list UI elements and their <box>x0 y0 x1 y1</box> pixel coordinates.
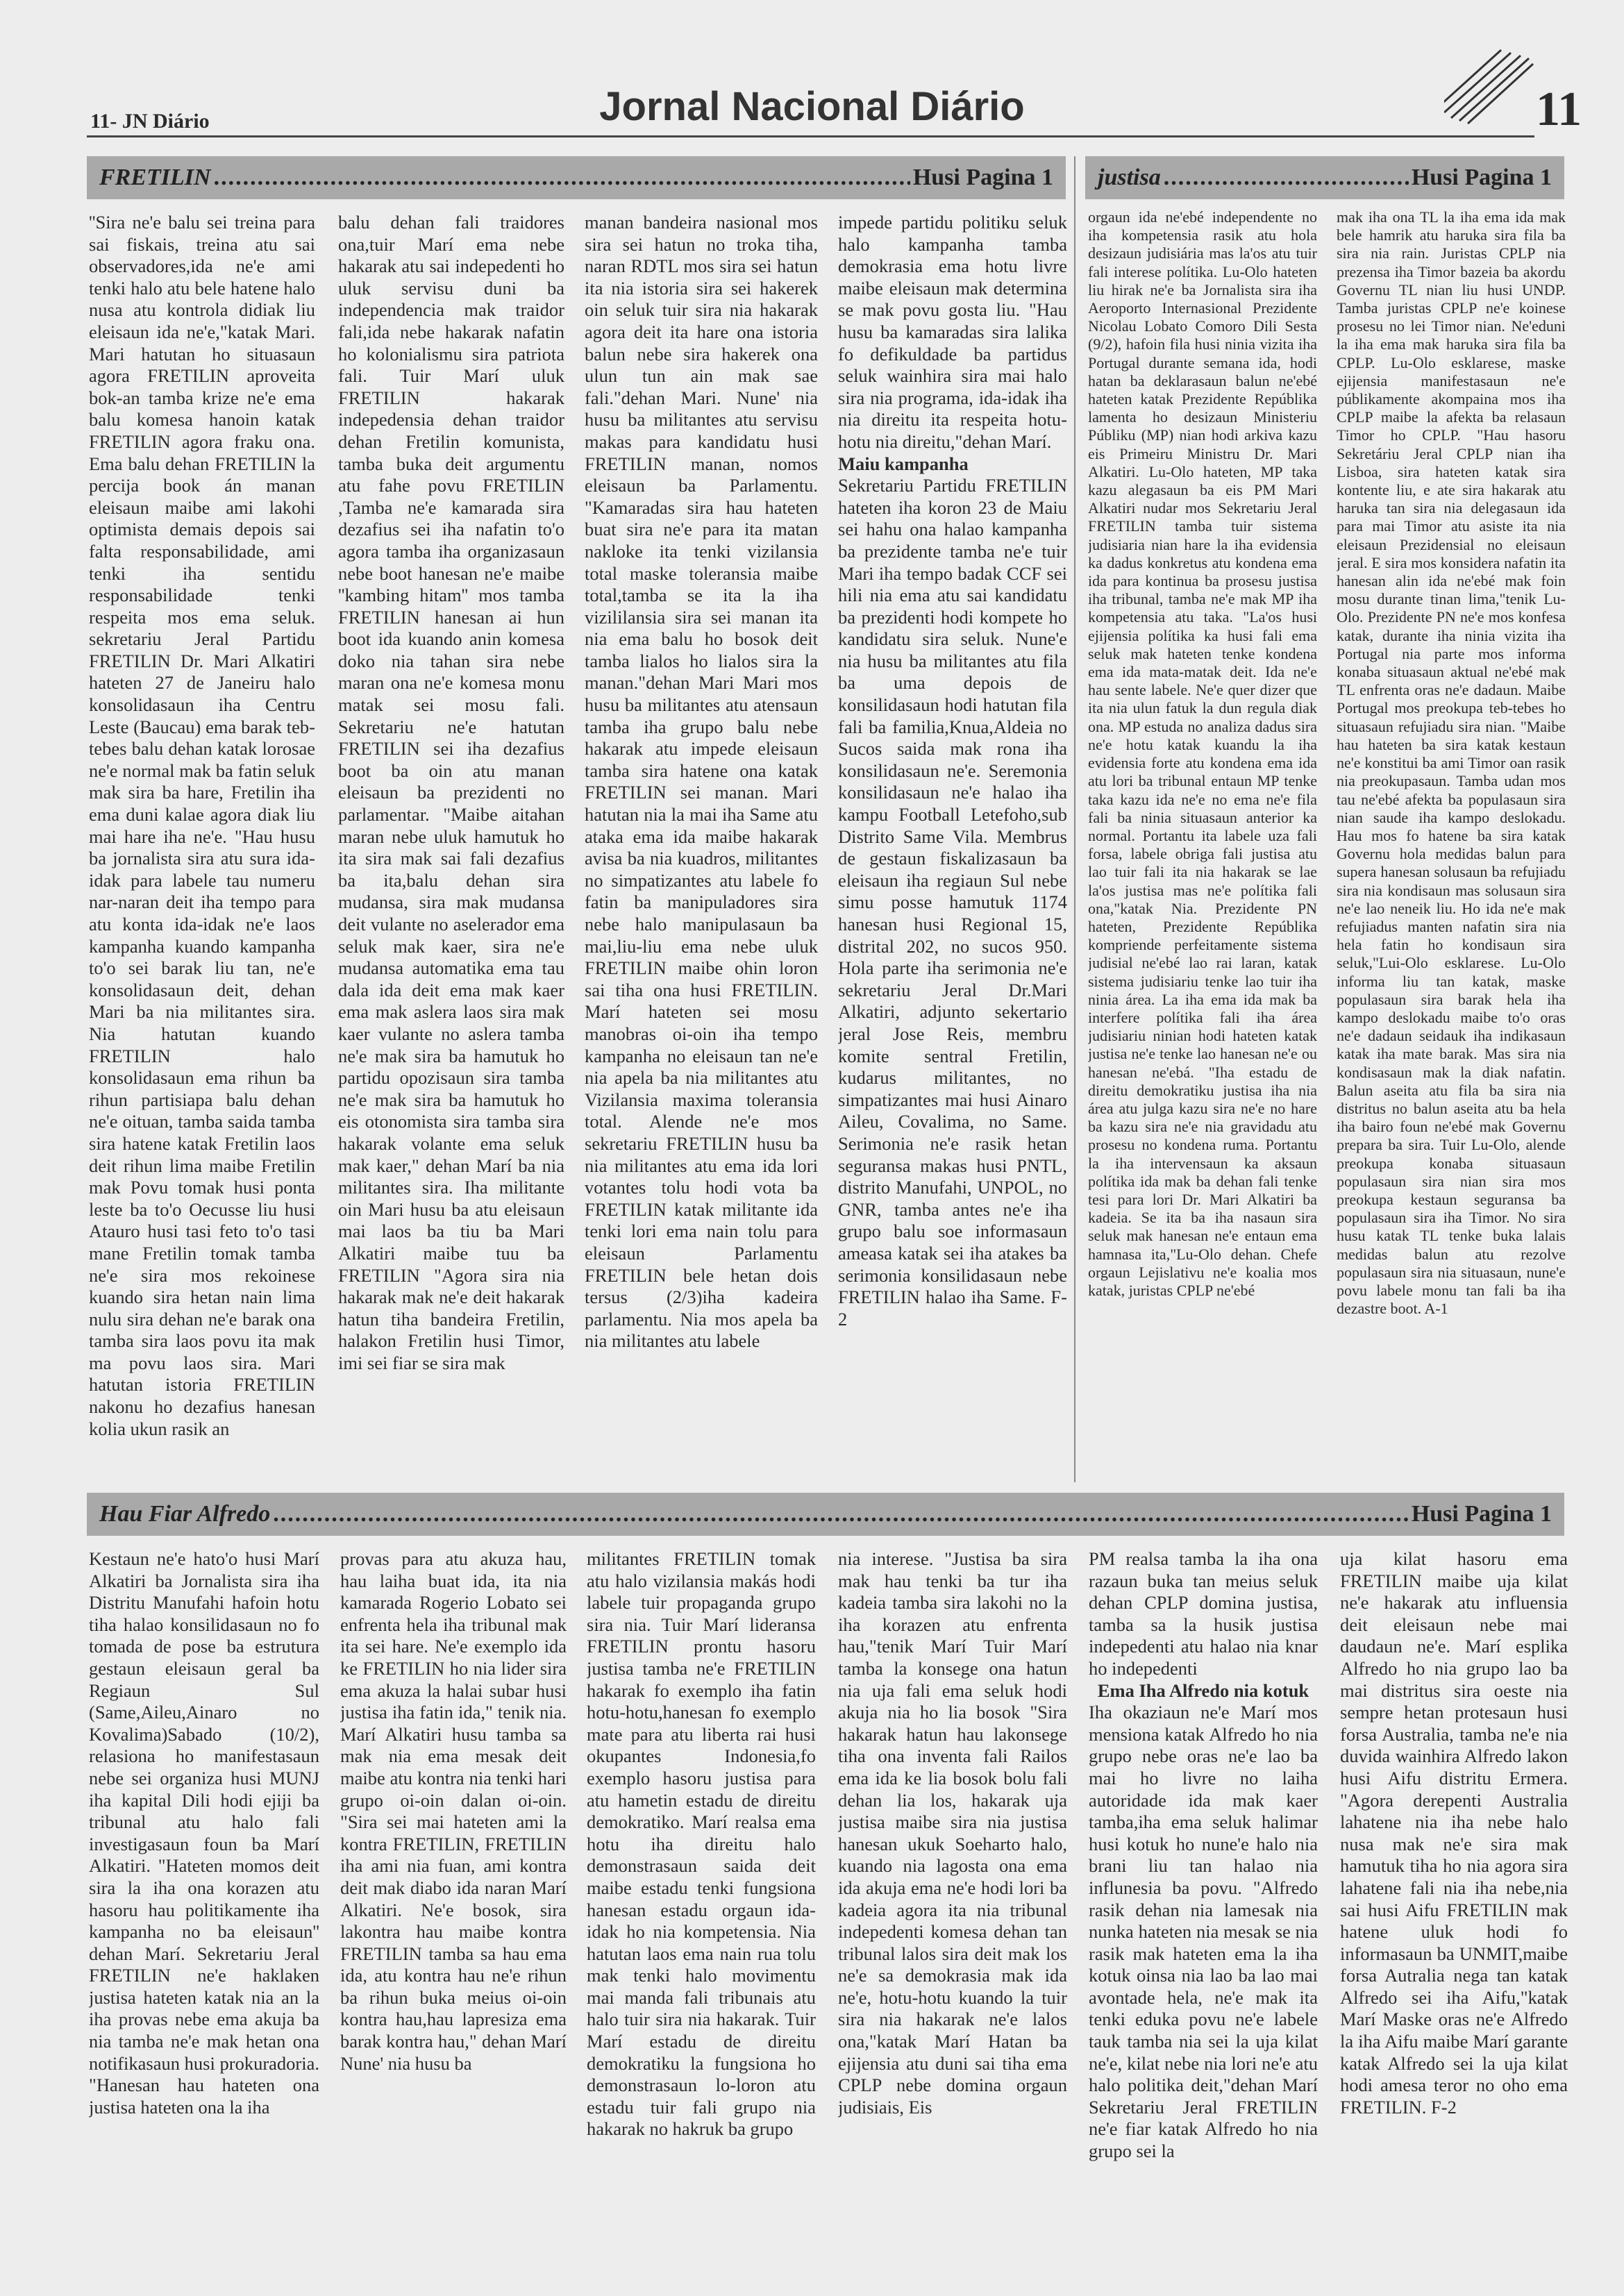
alfredo-column-1: Kestaun ne'e hato'o husi Marí Alkatiri ba Jornalista sira iha Distritu Manufahi hafoin hotu tiha halao konsilidasaun no fo tomada de pose ba estrutura gestaun eleisaun geral ba Regiaun Sul (Same,Aileu,Ainaro no Kovalima)Sabado (10/2), relasiona ho manifestasaun nebe sei organiza husi MUNJ iha kapital Dili hodi ejiji ba tribunal atu halo fali investigasaun foun ba Marí Alkatiri. "Hateten momos deit sira la iha ona korazen atu hasoru hau politikamente iha kampanha no ba eleisaun'' dehan Marí. Sekretariu Jeral FRETILIN ne'e haklaken justisa hateten katak nia an la iha provas nebe ema akuja ba nia tamba ne'e mak hetan ona notifikasaun husi prokuradoria. "Hanesan hau hateten ona justisa hateten ona la iha <box>89 1548 319 2118</box>
alfredo-column-6: uja kilat hasoru ema FRETILIN maibe uja kilat ne'e hakarak atu influensia deit eleisaun nebe mai daudaun ne'e. Marí esplika Alfredo ho nia grupo lao ba mai distritus sira oeste nia sempre hetan protesaun husi forsa Australia, tamba ne'e nia duvida wainhira Alfredo lakon husi Aifu distritu Ermera. "Agora derepenti Australia lahatene nia iha nebe halo nusa mak ne'e sira mak hamutuk tiha ho nia agora sira lahatene fali nia iha nebe,nia sai husi Aifu FRETILIN mak hatene uluk hodi fo informasaun ba UNMIT,maibe forsa Autralia nega tan katak Alfredo sei iha Aifu,"katak Marí Maske oras ne'e Alfredo la iha Aifu maibe Marí garante katak Alfredo sei la uja kilat hodi amesa teror no oho ema FRETILIN. F-2 <box>1340 1548 1568 2118</box>
section-bar-fretilin <box>87 156 1066 199</box>
fretilin-column-2: balu dehan fali traidores ona,tuir Marí ema nebe hakarak atu sai indepedenti ho uluk servisu duni ba independencia mak traidor fali,ida nebe hakarak nafatin ho kolonialismu sira patriota fali. Tuir Marí uluk FRETILIN hakarak indepedensia dehan traidor dehan Fretilin komunista, tamba buka deit argumentu atu fahe povu FRETILIN ,Tamba ne'e kamarada sira dezafius sei iha nafatin to'o agora tamba iha organizasaun nebe boot hanesan ne'e maibe ''kambing hitam'' mos tamba FRETILIN hanesan ai hun boot ida kuando anin komesa doko nia tahan sira nebe maran ona ne'e komesa monu matak sei mosu fali. Sekretariu ne'e hatutan FRETILIN sei iha dezafius boot ba oin atu manan eleisaun ba prezidenti no parlamentar. "Maibe aitahan maran nebe uluk hamutuk ho ita sira mak sai fali dezafius ba ita,balu dehan sira mudansa, sira mak mudansa deit vulante no aselerador ema seluk mak kaer, sira ne'e mudansa automatika ema tau dala ida deit ema mak kaer ema mak aslera laos sira mak kaer vulante no aslera tamba ne'e mak sira ba hamutuk ho partidu opozisaun sira tamba ne'e mak sira ba hamutuk ho eis otonomista sira tamba sira hakarak volante ema seluk mak kaer," dehan Marí ba nia militantes sira. Iha militante oin Mari husu ba atu eleisaun mai laos ba tiu ba Mari Alkatiri maibe tuu ba FRETILIN "Agora sira nia hakarak mak ne'e deit hakarak hatun tiha bandeira Fretilin, halakon Fretilin husi Timor, imi sei fiar se sira mak <box>338 212 564 1373</box>
section-bar-justisa <box>1085 156 1564 199</box>
alfredo-column-3: militantes FRETILIN tomak atu halo vizilansia makás hodi labele tuir propaganda grupo sira nia. Tuir Marí lideransa FRETILIN prontu hasoru justisa tamba ne'e FRETILIN hakarak fo exemplo iha fatin hotu-hotu,hanesan fo exemplo mate para atu liberta rai husi okupantes Indonesia,fo exemplo hasoru justisa para atu hametin estadu de direitu demokratiko. Marí realsa ema hotu iha direitu halo demonstrasaun saida deit maibe estadu tenki fungsiona hanesan estadu orgaun ida-idak ho nia kompetensia. Nia hatutan laos ema nain rua tolu mak tenki halo movimentu mai manda fali tribunais atu halo tuir sira nia hakarak. Tuir Marí estadu de direitu demokratiku la fungsiona ho demonstrasaun lo-loron atu estadu tuir fali grupo nia hakarak no hakruk ba grupo <box>587 1548 816 2140</box>
page-number-right: 11 <box>1536 83 1582 136</box>
fretilin-column-1: ''Sira ne'e balu sei treina para sai fiskais, treina atu sai observadores,ida ne'e ami tenki halo atu bele hatene halo nusa atu kontrola didiak liu eleisaun ida ne'e,"katak Mari. Mari hatutan ho situasaun agora FRETILIN aproveita bok-an tamba krize ne'e ema balu komesa hanoin katak FRETILIN agora fraku ona. Ema balu dehan FRETILIN la percija book án manan eleisaun maibe ami lakohi optimista demais depois sai falta responsabilidade, ami tenki iha sentidu responsabilidade tenki respeita mos ema seluk. sekretariu Jeral Partidu FRETILIN Dr. Mari Alkatiri hateten 27 de Janeiru halo konsolidasaun iha Centru Leste (Baucau) ema barak teb-tebes balu dehan katak lorosae ne'e normal mak ba fatin seluk mak sira ba hare, Fretilin iha ema duni kalae agora diak liu mai hare iha ne'e. "Hau husu ba jornalista sira atu sura ida-idak para labele tau numeru nar-naran deit iha tempo para atu konta ida-idak ne'e laos kampanha kuando kampanha to'o sei barak liu tan, ne'e konsolidasaun deit, dehan Mari ba nia militantes sira. Nia hatutan kuando FRETILIN halo konsolidasaun ema rihun ba rihun partisiapa balu dehan ne'e oituan, tamba saida tamba sira hatene katak Fretilin laos deit rihun lima maibe Fretilin mak Povu tomak husi ponta leste ba to'o Oecusse liu husi Atauro husi tasi feto to'o tasi mane Fretilin tomak tamba ne'e sira mos rekoinese kuando sira hetan nain lima nulu sira dehan ne'e barak ona tamba sira laos povu ita mak ma povu laos sira. Mari hatutan istoria FRETILIN nakonu ho dezafius hanesan kolia ukun rasik an <box>89 212 315 1439</box>
hatch-logo-icon <box>1444 49 1534 125</box>
masthead-title: Jornal Nacional Diário <box>599 84 1025 129</box>
continued-from: Husi Pagina 1 <box>912 165 1053 190</box>
section-label: FRETILIN <box>99 165 211 190</box>
section-bar-alfredo <box>87 1493 1564 1536</box>
fretilin-column-3: manan bandeira nasional mos sira sei hatun no troka tiha, naran RDTL mos sira sei hatun ita nia istoria sira sei hakerek oin seluk tuir sira nia hakarak agora deit ita hare ona istoria balun nebe sira hakerek ona ulun tun ain mak sae fali."dehan Mari. Nune' nia husu ba militantes atu servisu makas para kandidatu husi FRETILIN manan, nomos eleisaun ba Parlamentu. "Kamaradas sira hau hateten buat sira ne'e para ita matan nakloke ita tenki vizilansia total maske toleransia maibe total,tamba se ita la iha vizililansia sira sei manan ita nia ema balu ho bosok deit tamba lialos ho lialos sira la manan."dehan Mari Mari mos husu ba militantes atu atensaun tamba iha grupo balu nebe hakarak atu impede eleisaun tamba sira hatene ona katak FRETILIN sei manan. Mari hatutan nia la mai iha Same atu ataka ema ida maibe hakarak avisa ba nia kuadros, militantes no simpatizantes atu labele fo fatin ba manipuladores sira nebe halo manipulasaun ba mai,liu-liu ema nebe uluk FRETILIN maibe ohin loron sai tiha ona husi FRETILIN. Marí hateten sei mosu manobras oi-oin iha tempo kampanha no eleisaun tan ne'e nia apela ba nia militantes atu Vizilansia maxima toleransia total. Alende ne'e mos sekretariu FRETILIN husu ba nia militantes atu ema ida lori votantes tolu hodi vota ba FRETILIN katak militante ida tenki lori ema nain tolu para eleisaun Parlamentu FRETILIN bele hetan dois tersus (2/3)iha kadeira parlamentu. Nia mos apela ba nia militantes atu labele <box>585 212 818 1352</box>
section-label: justisa <box>1098 165 1161 190</box>
alfredo-column-2: provas para atu akuza hau, hau laiha buat ida, ita nia kamarada Rogerio Lobato sei enfrenta hela iha tribunal mak ita sei hare. Ne'e exemplo ida ke FRETILIN ho nia lider sira ema akuza la halai subar husi justisa iha fatin ida," tenik nia. Marí Alkatiri husu tamba sa mak nia ema mesak deit maibe atu kontra nia tenki hari grupo oi-oin dalan oi-oin. "Sira sei mai hateten ami la kontra FRETILIN, FRETILIN iha ami nia fuan, ami kontra deit mak diabo ida naran Marí Alkatiri. Ne'e bosok, sira lakontra hau maibe kontra FRETILIN tamba sa hau ema ida, atu kontra hau ne'e rihun ba rihun buka meius oi-oin kontra hau,hau lapresiza ema barak kontra hau," dehan Marí Nune' nia husu ba <box>340 1548 567 2074</box>
section-label: Hau Fiar Alfredo <box>99 1501 271 1527</box>
alfredo-column-4: nia interese. "Justisa ba sira mak hau tenki ba tur iha kadeia tamba sira lakohi no la iha korazen atu enfrenta hau,"tenik Marí Tuir Marí tamba la konsege ona hatun nia uja fali ema seluk hodi akuja nia ho lia bosok "Sira hakarak hatun hau lakonsege tiha ona inventa fali Railos ema ida ke lia bosok bolu fali dehan lia los, hakarak uja justisa maibe sira nia justisa hanesan ukuk Soeharto halo, kuando nia lagosta ona ema ida akuja ema ne'e hodi lori ba kadeia agora ita nia tribunal indepedenti komesa dehan tan tribunal lalos sira deit mak los ne'e sa demokrasia mak ida ne'e, hotu-hotu kuando la tuir sira nia hakarak ne'e lalos ona,"katak Marí Hatan ba ejijensia atu duni sai tiha ema CPLP nebe domina orgaun judisiais, Eis <box>838 1548 1067 2118</box>
column-divider <box>1074 156 1075 1482</box>
header-rule <box>87 135 1534 137</box>
leader-dots <box>214 165 910 191</box>
leader-dots <box>273 1501 1409 1527</box>
subheading-ema-iha-alfredo: Ema Iha Alfredo nia kotuk <box>1097 1679 1309 1701</box>
leader-dots <box>1164 165 1409 191</box>
continued-from: Husi Pagina 1 <box>1411 165 1552 190</box>
subheading-maiu-kampanha: Maiu kampanha <box>838 453 969 474</box>
page-number-left: 11- JN Diário <box>90 110 210 133</box>
fretilin-column-4: impede partidu politiku seluk halo kampanha tamba demokrasia ema hotu livre maibe eleisaun mak determina se mak povu gosta liu. "Hau husu ba kamaradas sira lalika fo defikuldade ba partidus seluk wainhira sira mai halo sira nia programa, ida-idak iha nia direitu ita respeita hotu-hotu nia direitu,"dehan Marí. Maiu kampanha Sekretariu Partidu FRETILIN hateten iha koron 23 de Maiu sei hahu ona halao kampanha ba prezidente tamba ne'e tuir Mari iha tempo badak CCF sei hili nia ema atu sai kandidatu ba prezidenti hodi kompete ho kandidatu sira seluk. Nune'e nia husu ba militantes atu fila ba uma depois de konsilidasaun hodi hatutan fila fali ba familia,Knua,Aldeia no Sucos saida mak rona iha konsilidasaun ne'e. Seremonia konsilidasaun ne'e halao iha kampu Football Letefoho,sub Distrito Same Vila. Membrus de gestaun fiskalizasaun ba eleisaun iha regiaun Sul nebe simu posse hamutuk 1174 hanesan husi Regional 15, distrital 202, no sucos 950. Hola parte iha serimonia ne'e sekretariu Jeral Dr.Mari Alkatiri, adjunto sekertario jeral Jose Reis, membru komite sentral Fretilin, kudarus militantes, no simpatizantes mai husi Ainaro Aileu, Covalima, no Same. Serimonia ne'e rasik hetan seguransa makas husi PNTL, distrito Manufahi, UNPOL, no GNR, tamba antes ne'e iha grupo balu soe informasaun ameasa katak sei iha atakes ba serimonia konsilidasaun nebe FRETILIN halao iha Same. F-2 <box>838 212 1067 1330</box>
alfredo-column-5: PM realsa tamba la iha ona razaun buka tan meius seluk dehan CPLP domina justisa, tamba sa la husik justisa indepedenti atu halao nia knar ho indepedenti Ema Iha Alfredo nia kotuk Iha okaziaun ne'e Marí mos mensiona katak Alfredo ho nia grupo nebe oras ne'e lao ba mai ho livre no laiha autoridade ida mak kaer tamba,iha ema seluk halimar husi kotuk ho nune'e halo nia brani liu tan halao nia influnesia ba povu. "Alfredo rasik dehan nia lamesak nia nunka hateten nia mesak se nia rasik mak hateten ema la iha kotuk oinsa nia lao ba lao mai avontade hela, ne'e mak ita tenki eduka povu ne'e labele tauk tamba nia sei la uja kilat ne'e, kilat nebe nia lori ne'e atu halo politika deit,"dehan Marí Sekretariu Jeral FRETILIN ne'e fiar katak Alfredo ho nia grupo sei la <box>1089 1548 1318 2162</box>
justisa-column-2: mak iha ona TL la iha ema ida mak bele hamrik atu haruka sira fila ba sira nia rain. Juristas CPLP nia prezensa iha Timor bazeia ba akordu Governu TL nian liu husi UNDP. Tamba juristas CPLP ne'e koinese prosesu no lei Timor nian. Ne'eduni la iha ema mak haruka sira fila ba CPLP. Lu-Olo esklarese, maske ejijensia manifestasaun ne'e públikamente akompaina mos iha CPLP maibe la afekta ba relasaun Timor ho CPLP. "Hau hasoru Sekretáriu Jeral CPLP nian iha Lisboa, sira hateten katak sira kontente liu, e ate sira hakarak atu haruka tan sira nia delegasaun ida para mai Timor atu asiste ita nia eleisaun Prezidensial no eleisaun jeral. E sira mos konsidera nafatin ita hanesan alin ida ne'ebé mak foin mosu durante tinan lima,"tenik Lu-Olo. Prezidente PN ne'e mos konfesa katak, durante iha ninia vizita iha Portugal nia parte mos informa konaba situasaun aktual ne'ebé mak TL enfrenta oras ne'e dadaun. Maibe Portugal mos preokupa teb-tebes ho situasaun refujiadu sira nian. "Maibe hau hateten ba sira katak kestaun ne'e konstitui ba ami Timor oan rasik nia preokupasaun. Tamba udan mos tau ne'ebé afekta ba populasaun sira nian saude iha kampo deslokadu. Hau mos fo hatene ba sira katak Governu hola medidas balun para supera hanesan solusaun ba refujiadu sira nia kondisaun mas solusaun sira ne'e lao neneik liu. Ho ida ne'e mak refujiadus manten nafatin sira nia hela fatin ho kondisaun sira seluk,"Lui-Olo esklarese. Lu-Olo informa liu tan katak, maske populasaun sira barak hela iha kampo deslokadu maibe to'o oras ne'e dadaun seidauk iha indikasaun katak iha mate barak. Mas sira nia kondisasaun mak la diak nafatin. Balun aseita atu fila ba sira nia distritus no balun aseita atu ba hela iha bairo foun ne'ebé mak Governu prepara ba sira. Tuir Lu-Olo, alende preokupa konaba situasaun populasaun sira nian sira mos preokupa kestaun seguransa ba populasaun sira iha Timor. No sira husu katak TL tenke buka lalais medidas balun atu rezolve populasaun sira nia situasaun, nune'e povu labele monu tan fali ba iha dezastre boot. A-1 <box>1337 208 1566 1318</box>
justisa-column-1: orgaun ida ne'ebé independente no iha kompetensia rasik atu hola desizaun judisiária mas la'os atu tuir fali interese polítika. Lu-Olo hateten liu hirak ne'e ba Jornalista sira iha Aeroporto Internasional Prezidente Nicolau Lobato Comoro Dili Sesta (9/2), hafoin fila husi ninia vizita iha Portugal durante semana ida, hodi hatan ba deklarasaun balun ne'ebé hateten katak Prezidente Repúblika lamenta ho desizaun Ministeriu Públiku (MP) nian hodi arkiva kazu eis Primeiru Ministru Dr. Mari Alkatiri. Lu-Olo hateten, MP taka kazu alegasaun ba eis PM Mari Alkatiri nudar mos Sekretariu Jeral FRETILIN tamba tuir sistema judisiaria nian hare la iha evidensia ka dadus konkretus atu kondena ema ida para kontinua ba prosesu justisa iha tribunal, tamba ne'e mak MP iha kompetensia atu taka. "La'os husi ejijensia polítika ka husi fali ema seluk mak hateten tenke kondena ema ida mata-matak deit. Ida ne'e hau sente labele. Ne'e quer dizer que ita nia ulun fatuk la dun regula diak ona. MP estuda no analiza dadus sira ne'e hotu katak kuandu la iha evidensia forte atu kondena ema ida atu lori ba tribunal entaun MP tenke taka kazu ida ne'e no ema ne'e fila fali ba ninia situasaun anterior ka normal. Portantu ita labele uza fali forsa, labele obriga fali justisa atu lao tuir fali ita nia hakarak se lae la'os justisa mas ne'e polítika fali ona,"katak Nia. Prezidente PN hateten, Prezidente Repúblika kompriende perfeitamente sistema judisial ne'ebé lao rai laran, katak sistema judisiariu tenke lao tuir iha ninia área. La iha ema ida mak ba interfere polítika fali iha área judisiariu ninian hodi hateten katak justisa ne'e tenke lao hanesan ne'e ou hanesan ne'ebá. "Iha estadu de direitu demokratiku justisa iha nia área atu julga kazu sira ne'e no hare ba kazu sira ne'e nia gravidadu atu prosesu no kondena ruma. Portantu la iha intervensaun ka aksaun polítika ida mak ba dehan fali tenke tesi para lori Dr. Mari Alkatiri ba kadeia. Se ita ba iha nasaun sira seluk mak hanesan ne'e entaun ema hamnasa ita,"Lu-Olo dehan. Chefe orgaun Lejislativu ne'e koalia mos katak, juristas CPLP ne'ebé <box>1088 208 1317 1299</box>
continued-from: Husi Pagina 1 <box>1411 1501 1552 1527</box>
